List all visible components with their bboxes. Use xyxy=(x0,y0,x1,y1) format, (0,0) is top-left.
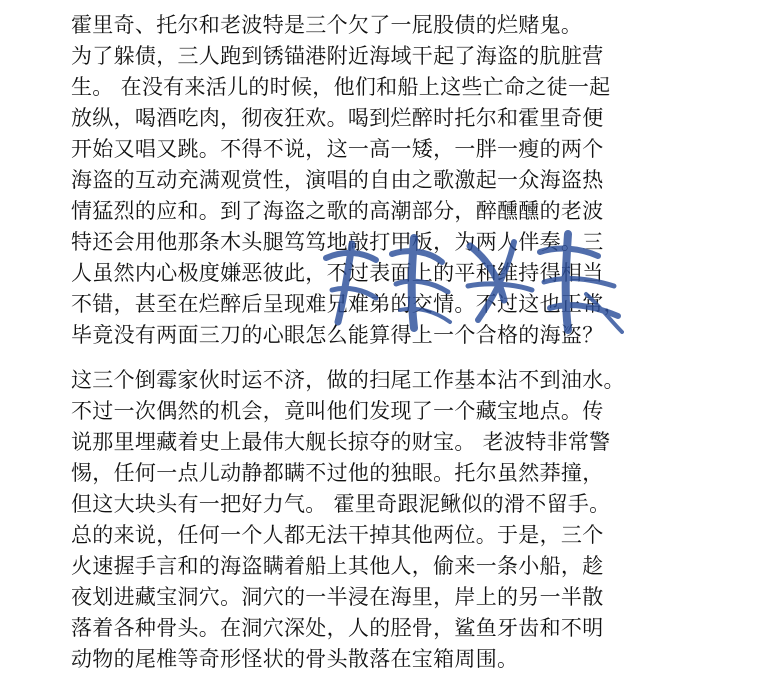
text-line: 但这大块头有一把好力气。 霍里奇跟泥鳅似的滑不留手。 xyxy=(71,492,611,516)
text-line: 情猛烈的应和。到了海盗之歌的高潮部分，醉醺醺的老波 xyxy=(71,199,604,223)
text-line: 霍里奇、托尔和老波特是三个欠了一屁股债的烂赌鬼。 xyxy=(71,13,583,37)
text-line: 总的来说，任何一个人都无法干掉其他两位。于是，三个 xyxy=(71,523,604,547)
text-line: 这三个倒霉家伙时运不济，做的扫尾工作基本沾不到油水。 xyxy=(71,368,625,392)
text-line: 说那里埋藏着史上最伟大舰长掠夺的财宝。 老波特非常警 xyxy=(71,430,611,454)
text-line: 惕，任何一点儿动静都瞒不过他的独眼。托尔虽然莽撞， xyxy=(71,461,604,485)
text-line: 毕竟没有两面三刀的心眼怎么能算得上一个合格的海盗？ xyxy=(71,323,604,347)
text-line: 开始又唱又跳。不得不说，这一高一矮，一胖一瘦的两个 xyxy=(71,137,604,161)
text-line: 为了躲债，三人跑到锈锚港附近海域干起了海盗的肮脏营 xyxy=(71,44,604,68)
text-line: 特还会用他那条木头腿笃笃地敲打甲板，为两人伴奏。三 xyxy=(71,230,604,254)
text-line: 火速握手言和的海盗瞒着船上其他人，偷来一条小船，趁 xyxy=(71,554,604,578)
text-line: 夜划进藏宝洞穴。洞穴的一半浸在海里，岸上的另一半散 xyxy=(71,585,604,609)
text-line: 生。 在没有来活儿的时候，他们和船上这些亡命之徒一起 xyxy=(71,75,611,99)
text-line: 落着各种骨头。在洞穴深处，人的胫骨，鲨鱼牙齿和不明 xyxy=(71,616,604,640)
text-line: 不错，甚至在烂醉后呈现难兄难弟的交情。不过这也正常， xyxy=(71,292,625,316)
text-line: 不过一次偶然的机会，竟叫他们发现了一个藏宝地点。传 xyxy=(71,399,604,423)
text-line: 动物的尾椎等奇形怪状的骨头散落在宝箱周围。 xyxy=(71,647,519,671)
text-line: 放纵，喝酒吃肉，彻夜狂欢。喝到烂醉时托尔和霍里奇便 xyxy=(71,106,604,130)
text-line: 人虽然内心极度嫌恶彼此，不过表面上的平和维持得相当 xyxy=(71,261,604,285)
text-line: 海盗的互动充满观赏性，演唱的自由之歌激起一众海盗热 xyxy=(71,168,604,192)
